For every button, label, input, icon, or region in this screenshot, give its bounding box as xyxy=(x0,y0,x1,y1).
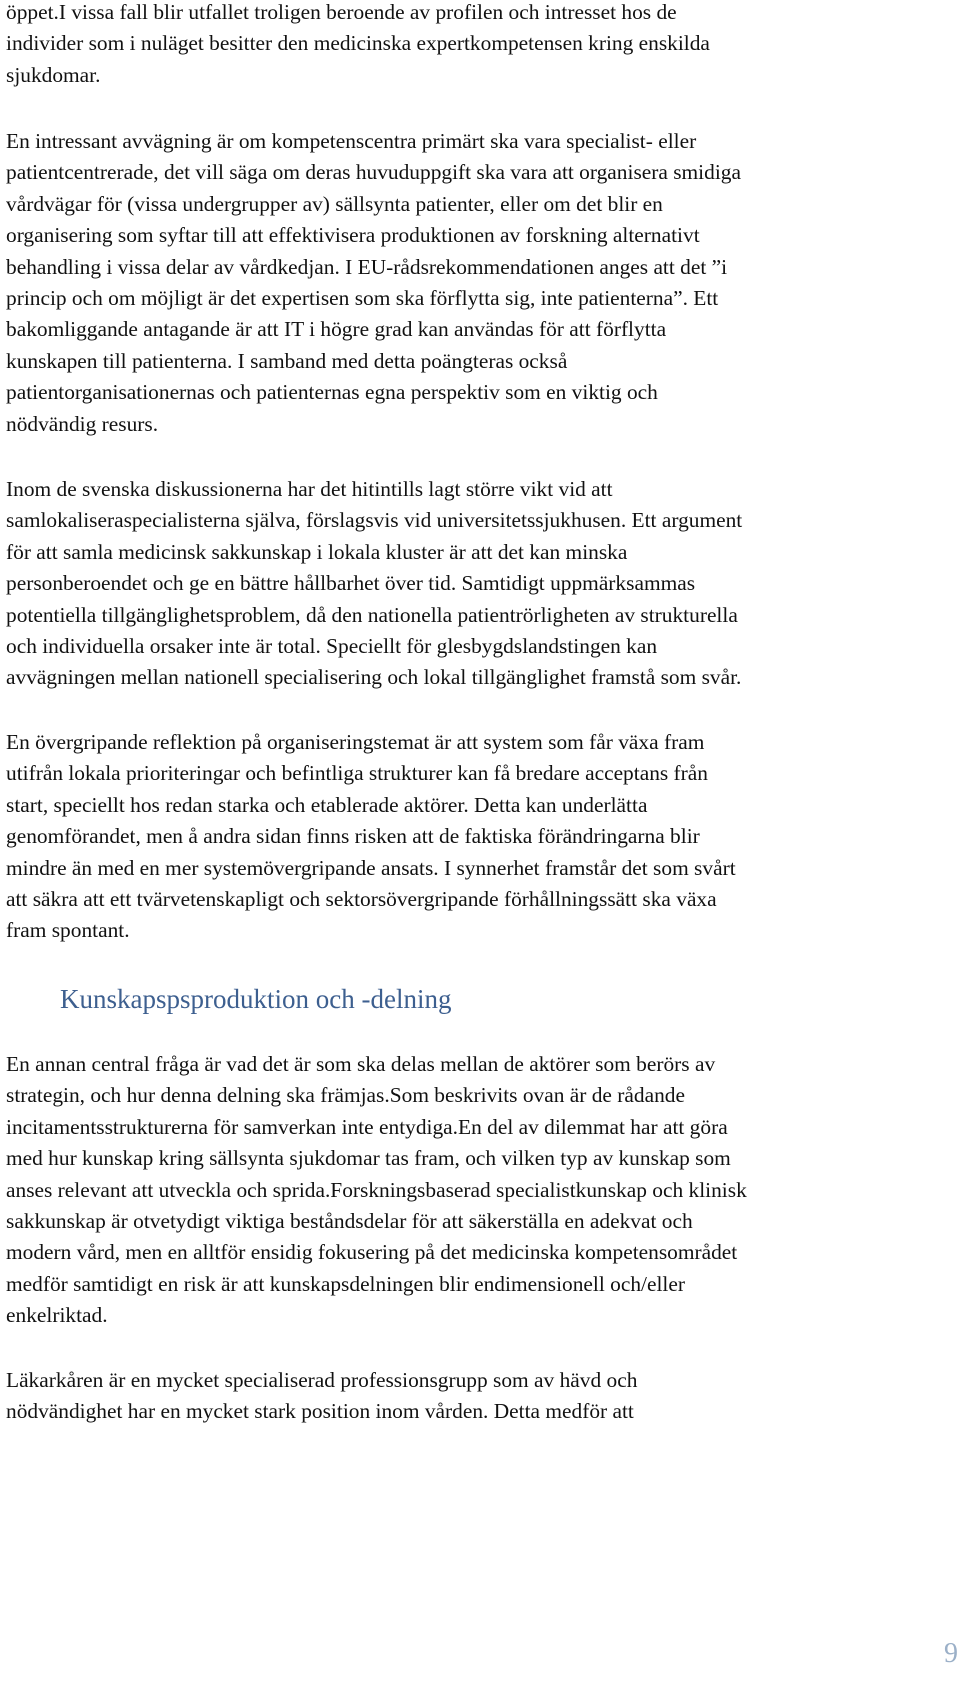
paragraph-4 xyxy=(6,727,951,947)
text-line: vårdvägar för (vissa undergrupper av) sällsynta patienter, eller om det blir en xyxy=(6,191,663,216)
text-line: En annan central fråga är vad det är som ska delas mellan de aktörer som berörs av xyxy=(6,1052,716,1076)
text-line: patientorganisationernas och patienternas egna perspektiv som en viktig och xyxy=(6,380,658,405)
text-line: bakomliggande antagande är att IT i högre grad kan användas för att förflytta xyxy=(6,317,667,342)
paragraph-2 xyxy=(6,126,951,440)
section-heading: Kunskapspsproduktion och -delning xyxy=(60,984,452,1014)
text-line: En övergripande reflektion på organiseringstemat är att system som får växa fram xyxy=(6,730,705,754)
text-line: för att samla medicinsk sakkunskap i lokala kluster är att det kan minska xyxy=(6,539,628,564)
text-line: sjukdomar. xyxy=(6,62,101,87)
text-line: enkelriktad. xyxy=(6,1303,108,1328)
text-line: avvägningen mellan nationell specialisering och lokal tillgänglighet framstå som svår. xyxy=(6,665,742,690)
text-line: samlokaliseraspecialisterna själva, förslagsvis vid universitetssjukhusen. Ett argument xyxy=(6,508,743,533)
paragraph-5 xyxy=(6,1049,951,1332)
text-line: patientcentrerade, det vill säga om deras huvuduppgift ska vara att organisera smidiga xyxy=(6,160,741,185)
text-line: Inom de svenska diskussionerna har det hitintills lagt större vikt vid att xyxy=(6,477,613,501)
text-line: sakkunskap är otvetydigt viktiga beståndsdelar för att säkerställa en adekvat och xyxy=(6,1208,693,1233)
text-line: genomförandet, men å andra sidan finns risken att de faktiska förändringarna blir xyxy=(6,824,700,849)
text-line: medför samtidigt en risk är att kunskapsdelningen blir endimensionell och/eller xyxy=(6,1271,685,1296)
paragraph-3 xyxy=(6,474,951,694)
text-line: organisering som syftar till att effektivisera produktionen av forskning alternativt xyxy=(6,223,700,248)
text-line: och individuella orsaker inte är total. Speciellt för glesbygdslandstingen kan xyxy=(6,633,658,658)
text-line: individer som i nuläget besitter den medicinska expertkompetensen kring enskilda xyxy=(6,31,710,56)
text-line: att säkra att ett tvärvetenskapligt och sektorsövergripande förhållningssätt ska växa xyxy=(6,886,717,911)
text-line: personberoendet och ge en bättre hållbarhet över tid. Samtidigt uppmärksammas xyxy=(6,571,696,596)
text-line: En intressant avvägning är om kompetenscentra primärt ska vara specialist- eller xyxy=(6,129,697,153)
text-line: potentiella tillgänglighetsproblem, då den nationella patientrörligheten av strukturella xyxy=(6,602,738,627)
text-line: modern vård, men en alltför ensidig fokusering på det medicinska kompetensområdet xyxy=(6,1240,738,1265)
text-line: princip och om möjligt är det expertisen som ska förflytta sig, inte patienterna”. Ett xyxy=(6,285,719,310)
text-line: start, speciellt hos redan starka och etablerade aktörer. Detta kan underlätta xyxy=(6,792,648,817)
text-line: incitamentsstrukturerna för samverkan inte entydiga.En del av dilemmat har att göra xyxy=(6,1114,728,1139)
text-line: nödvändig resurs. xyxy=(6,411,159,436)
text-line: strategin, och hur denna delning ska främjas.Som beskrivits ovan är de rådande xyxy=(6,1083,685,1108)
text-line: öppet.I vissa fall blir utfallet troligen beroende av profilen och intresset hos de xyxy=(6,0,677,24)
paragraph-1 xyxy=(6,0,951,91)
text-line: fram spontant. xyxy=(6,918,130,943)
text-line: med hur kunskap kring sällsynta sjukdomar tas fram, och vilken typ av kunskap som xyxy=(6,1146,731,1171)
text-line: anses relevant att utveckla och sprida.Forskningsbaserad specialistkunskap och klinisk xyxy=(6,1177,747,1202)
page-number: 9 xyxy=(944,1638,958,1669)
paragraph-6 xyxy=(6,1365,951,1428)
text-line: behandling i vissa delar av vårdkedjan. I EU-rådsrekommendationen anges att det ”i xyxy=(6,254,728,279)
text-line: utifrån lokala prioriteringar och befintliga strukturer kan få bredare acceptans från xyxy=(6,761,708,786)
text-line: nödvändighet har en mycket stark position inom vården. Detta medför att xyxy=(6,1399,634,1424)
text-line: Läkarkåren är en mycket specialiserad professionsgrupp som av hävd och xyxy=(6,1368,638,1392)
text-line: kunskapen till patienterna. I samband med detta poängteras också xyxy=(6,348,568,373)
text-line: mindre än med en mer systemövergripande ansats. I synnerhet framstår det som svårt xyxy=(6,855,736,880)
